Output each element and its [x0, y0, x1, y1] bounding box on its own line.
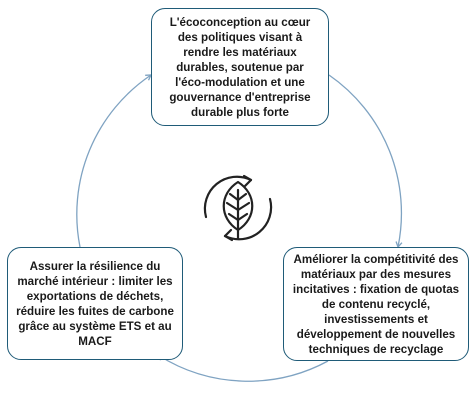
cycle-step-right — [283, 247, 469, 361]
cycle-step-top — [151, 8, 329, 126]
cycle-arrow-top-to-right — [329, 75, 401, 247]
recycling-leaf-icon — [188, 168, 288, 248]
cycle-arrow-left-to-top — [77, 75, 151, 247]
cycle-step-left-text: Assurer la résilience du marché intérieur : limiter les exportations de déchets, réduire les fuites de carbone grâce au système ETS et au MACF — [16, 259, 174, 348]
cycle-step-top-text: L'écoconception au cœur des politiques visant à rendre les matériaux durables, soutenue par l'éco-modulation et une gouvernance d'entreprise durable plus forte — [169, 15, 311, 119]
cycle-step-left — [7, 247, 183, 360]
cycle-step-right-text: Améliorer la compétitivité des matériaux par des mesures incitatives : fixation de quotas de contenu recyclé, investissements et développement de nouvelles techniques de recyclage — [292, 252, 460, 356]
